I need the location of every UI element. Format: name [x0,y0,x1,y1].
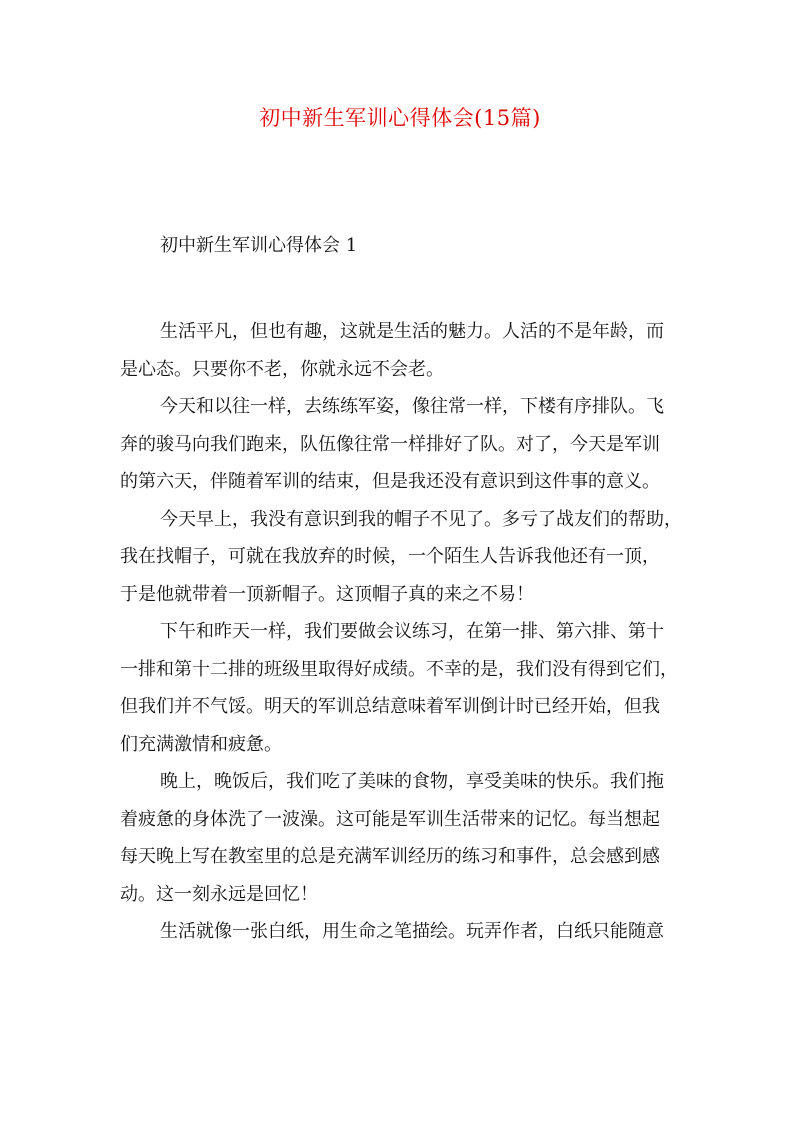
text-line: 晚上，晚饭后，我们吃了美味的食物，享受美味的快乐。我们拖 [160,771,664,792]
document-body [120,313,684,951]
text-line: 我在找帽子，可就在我放弃的时候，一个陌生人告诉我他还有一顶， [120,546,660,567]
text-line: 今天早上，我没有意识到我的帽子不见了。多亏了战友们的帮助， [160,508,682,530]
text-line: 动。这一刻永远是回忆！ [120,883,318,905]
text-line: 于是他就带着一顶新帽子。这顶帽子真的来之不易！ [120,583,534,605]
paragraph [120,501,684,614]
text-line: 一排和第十二排的班级里取得好成绩。不幸的是，我们没有得到它们， [120,658,678,680]
text-line: 下午和昨天一样，我们要做会议练习，在第一排、第六排、第十 [160,621,664,642]
document-title: 初中新生军训心得体会(15篇) [259,106,541,130]
text-line: 生活平凡，但也有趣，这就是生活的魅力。人活的不是年龄，而 [160,321,664,342]
text-line: 每天晚上写在教室里的总是充满军训经历的练习和事件，总会感到感 [120,846,660,867]
paragraph [120,388,684,501]
text-line: 奔的骏马向我们跑来，队伍像往常一样排好了队。对了，今天是军训 [120,433,660,455]
paragraph [120,313,684,388]
text-line: 今天和以往一样，去练练军姿，像往常一样，下楼有序排队。飞 [160,396,664,417]
paragraph [120,763,684,913]
text-line: 的第六天，伴随着军训的结束，但是我还没有意识到这件事的意义。 [120,471,660,492]
paragraph [120,913,684,951]
text-line: 生活就像一张白纸，用生命之笔描绘。玩弄作者，白纸只能随意 [160,921,664,942]
section-heading: 初中新生军训心得体会 1 [160,235,358,256]
text-line: 是心态。只要你不老，你就永远不会老。 [120,358,444,380]
text-line: 但我们并不气馁。明天的军训总结意味着军训倒计时已经开始，但我 [120,696,660,717]
text-line: 们充满激情和疲惫。 [120,733,282,755]
paragraph [120,613,684,763]
text-line: 着疲惫的身体洗了一波澡。这可能是军训生活带来的记忆。每当想起 [120,808,660,830]
